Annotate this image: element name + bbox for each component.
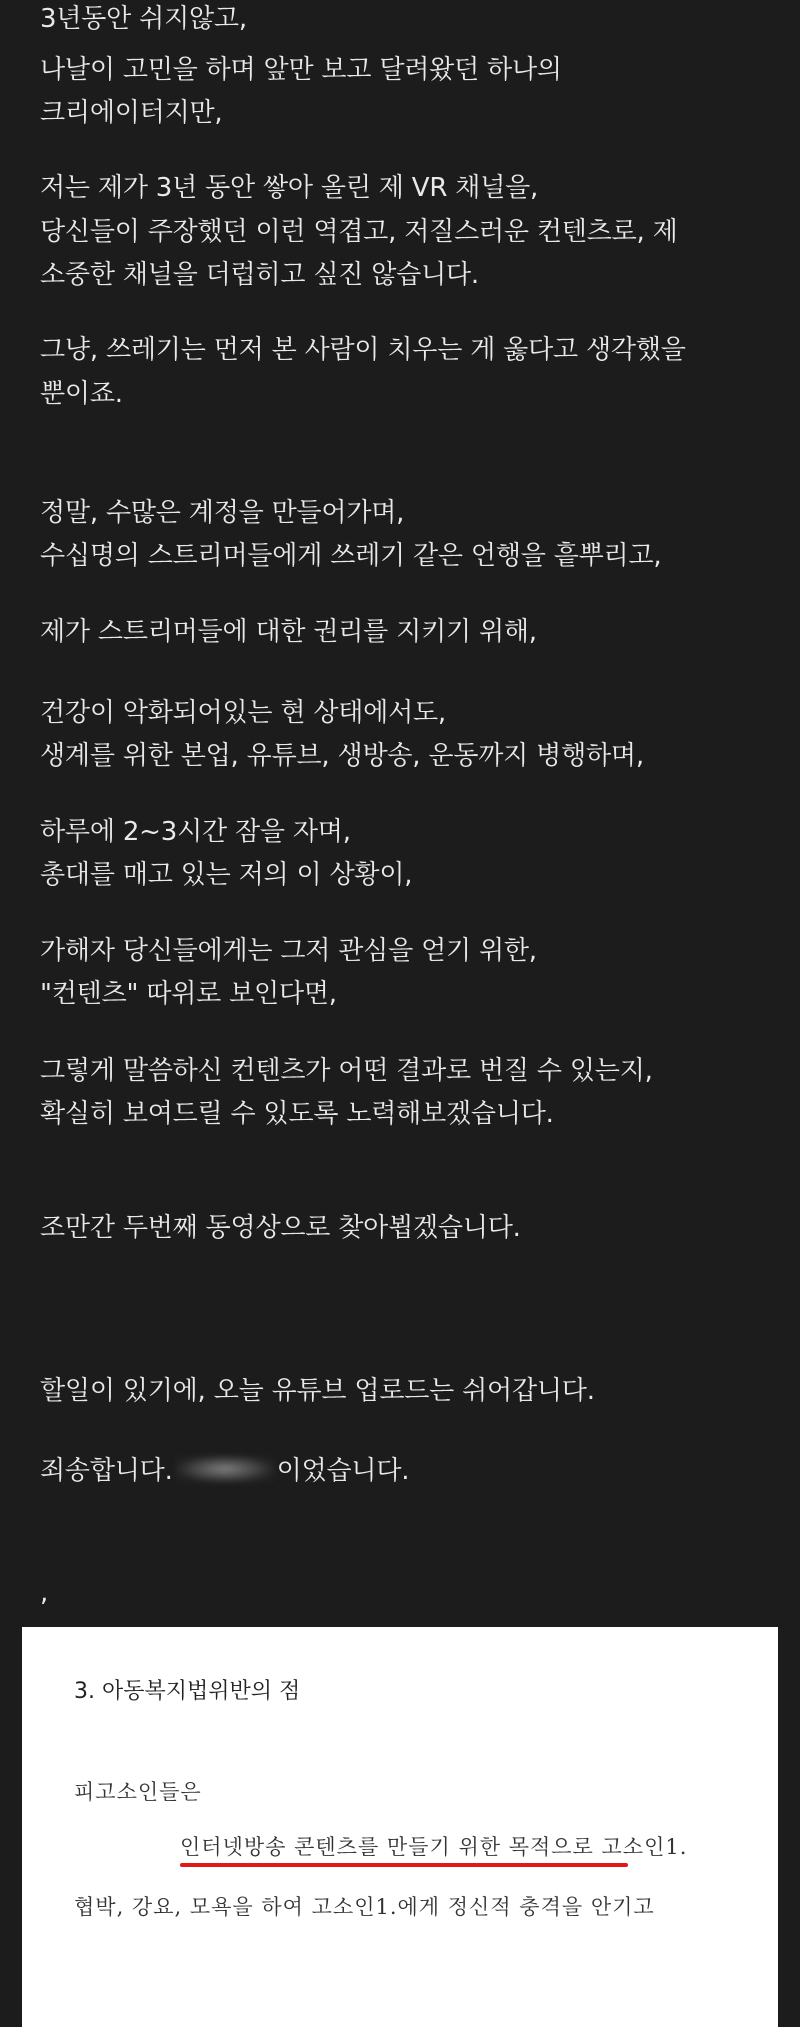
post-line: 하루에 2~3시간 잠을 자며, [40,817,351,847]
stray-comma: , [40,1578,49,1608]
post-line: 그냥, 쓰레기는 먼저 본 사람이 치우는 게 옳다고 생각했을 [40,335,686,365]
post-line: 조만간 두번째 동영상으로 찾아뵙겠습니다. [40,1213,521,1243]
red-underline [180,1863,628,1867]
post-line: 정말, 수많은 계정을 만들어가며, [40,498,405,528]
closing-line [40,1454,409,1488]
blurred-name [175,1455,275,1483]
post-line: 가해자 당신들에게는 그저 관심을 얻기 위한, [40,936,537,966]
post-line: 크리에이터지만, [40,98,223,128]
post-line: 확실히 보여드릴 수 있도록 노력해보겠습니다. [40,1099,554,1129]
post-line: 3년동안 쉬지않고, [40,4,247,34]
document-heading: 3. 아동복지법위반의 점 [74,1679,301,1704]
closing-suffix: 이었습니다. [276,1456,410,1486]
post-line: 그렇게 말씀하신 컨텐츠가 어떤 결과로 번질 수 있는지, [40,1056,653,1086]
post-line: 할일이 있기에, 오늘 유튜브 업로드는 쉬어갑니다. [40,1376,595,1406]
post-line: "컨텐츠" 따위로 보인다면, [40,979,337,1009]
post-line: 건강이 악화되어있는 현 상태에서도, [40,698,446,728]
post-line: 당신들이 주장했던 이런 역겹고, 저질스러운 컨텐츠로, 제 [40,217,678,247]
closing-prefix: 죄송합니다. [40,1456,173,1486]
post-line: 뿐이죠. [40,379,123,409]
post-line: 소중한 채널을 더럽히고 싶진 않습니다. [40,260,479,290]
post-line: 총대를 매고 있는 저의 이 상황이, [40,860,413,890]
post-line: 나날이 고민을 하며 앞만 보고 달려왔던 하나의 [40,55,562,85]
post-line: 저는 제가 3년 동안 쌓아 올린 제 VR 채널을, [40,173,539,203]
document-intro: 피고소인들은 [74,1780,202,1804]
document-line-2: 협박, 강요, 모욕을 하여 고소인1.에게 정신적 충격을 안기고 [74,1895,655,1919]
post-line: 제가 스트리머들에 대한 권리를 지키기 위해, [40,617,537,647]
post-line: 생계를 위한 본업, 유튜브, 생방송, 운동까지 병행하며, [40,741,644,771]
document-line-1: 인터넷방송 콘텐츠를 만들기 위한 목적으로 고소인1. [180,1835,688,1859]
post-line: 수십명의 스트리머들에게 쓰레기 같은 언행을 흩뿌리고, [40,541,662,571]
document-excerpt-image [22,1627,778,2027]
